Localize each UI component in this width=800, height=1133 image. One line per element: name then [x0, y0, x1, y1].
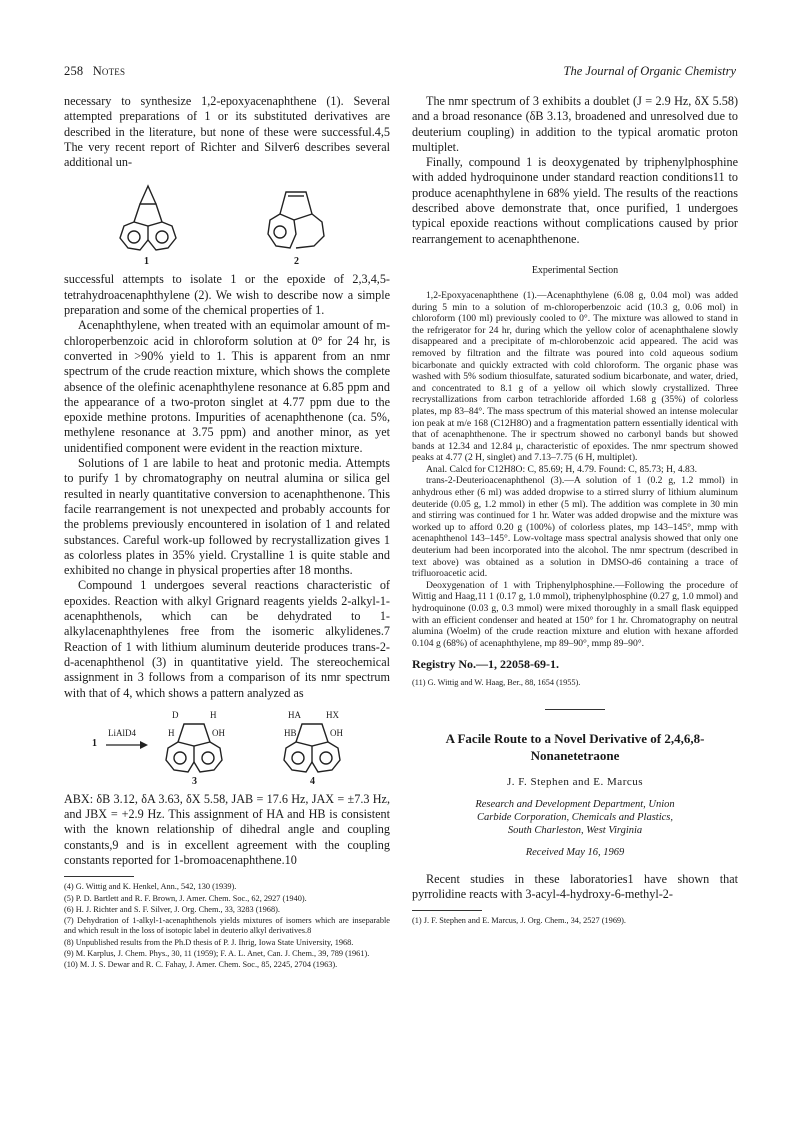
label-4-oh: OH: [330, 727, 343, 738]
compound-label-3: 3: [192, 775, 197, 787]
label-4-hx: HX: [326, 709, 339, 720]
paragraph: Solutions of 1 are labile to heat and protonic media. Attempts to purify 1 by chromatography on neutral alumina or silica gel resulted in nearly quantitative conversion to acenaphthenone. This facile rearrangement is not unexpected and probably accounts for the problems previously encountered in isolation of 1 and related substances. Careful work-up followed by recrystallization gives 1 as colorless plates in 35% yield. Crystalline 1 is quite stable and exhibited no change in physical properties after 18 months.: [64, 456, 390, 578]
footnote: (9) M. Karplus, J. Chem. Phys., 30, 11 (1959); F. A. L. Anet, Can. J. Chem., 39, 789 (1961).: [64, 949, 370, 959]
footnote-rule: [64, 876, 134, 877]
label-3-h-left: H: [168, 727, 175, 738]
paragraph: ABX: δB 3.12, δA 3.63, δX 5.58, JAB = 17.6 Hz, JAX = ±7.3 Hz, and JBX = +2.9 Hz. This assignment of HA and HB is consistent with the known relationship of dihedral angle and coupling constants,9 and is in excellent agreement with the coupling constants reported for 1-bromoacenaphthene.10: [64, 791, 390, 867]
label-4-ha: HA: [288, 709, 301, 720]
scheme-start-compound: 1: [92, 737, 97, 749]
left-column: [64, 94, 390, 972]
structure-label-2: 2: [294, 256, 299, 268]
article-authors: J. F. Stephen and E. Marcus: [506, 775, 644, 788]
reagent-label: LiAlD4: [108, 727, 136, 738]
label-3-h-top: H: [210, 709, 217, 720]
experimental-paragraph: Deoxygenation of 1 with Triphenylphosphine.—Following the procedure of Wittig and Haag,11 1 (0.17 g, 1.0 mmol), triphenylphosphine (0.27 g, 1.0 mmol) and hydroquinone (0.03 g, 0.3 mmol) were mixed thoroughly in a small flask equipped with an efficient condenser and heated at 150° for 1 hr. Chromatography on neutral alumina (Woelm) of the crude reaction mixture and elution with hexane afforded 0.104 g (68%) of acenaphthylene, mp 89–90°, mmp 89–90°.: [412, 579, 738, 649]
paragraph: Finally, compound 1 is deoxygenated by triphenylphosphine with added hydroquinone under standard reaction conditions11 to produce acenaphthylene in 68% yield. The results of the reactions described above demonstrate that, once purified, 1 undergoes typical epoxide reactions without complications caused by prior rearrangement to acenaphthenone.: [412, 155, 738, 246]
footnote: (7) Dehydration of 1-alkyl-1-acenaphthenols yields mixtures of isomers which are inseparable and which result in the loss of isotopic label in deuterio alkyl derivatives.8: [64, 916, 390, 936]
experimental-heading: Experimental Section: [531, 264, 619, 276]
footnote: (6) H. J. Richter and S. F. Silver, J. Org. Chem., 33, 3283 (1968).: [64, 904, 280, 914]
footnote-rule: [412, 910, 482, 911]
footnote: (4) G. Wittig and K. Henkel, Ann., 542, 130 (1939).: [64, 882, 237, 892]
paragraph: Recent studies in these laboratories1 have shown that pyrrolidine reacts with 3-acyl-4-hydroxy-6-methyl-2-: [412, 871, 738, 901]
experimental-paragraph: 1,2-Epoxyacenaphthene (1).—Acenaphthylene (6.08 g, 0.04 mol) was added during 5 min to a solution of m-chloroperbenzoic acid (10.3 g, 0.06 mol) in chloroform (100 ml) previously cooled to 0°. The mixture was allowed to stand in the refrigerator for 24 hr, during which the yellow color of acenaphthalene slowly disappeared and a precipitate of m-chlorobenzoic acid appeared. The acid was removed by filtration and the filtrate was poured into cold aqueous sodium bicarbonate and quickly extracted with cold chloroform. The organic phase was washed with 5% sodium thiosulfate, saturated sodium bicarbonate, and water, dried, and concentrated to 8.1 g of a yellow oil which slowly crystallized. Three recrystallizations from carbon tetrachloride afforded 1.68 g (35%) of colorless plates, mp 83–84°. The mass spectrum of this material showed an intense molecular ion peak at m/e 168 (C12H8O) and a fragmentation pattern essentially identical with that of acenaphthenone. The ir spectrum showed no carbonyl bands but showed bands at 12.34 and 12.84 μ, characteristic of epoxides. The nmr spectrum showed peaks at 4.77 (2 H, singlet) and 7.13–7.75 (6 H, multiplet).: [412, 289, 738, 464]
paragraph: necessary to synthesize 1,2-epoxyacenaphthene (1). Several attempted preparations of 1 or its substituted derivatives are described in the literature, but none of these were successful.4,5 The very recent report of Richter and Silver6 describes several additional un-: [64, 94, 390, 170]
journal-name: The Journal of Organic Chemistry: [563, 64, 736, 78]
footnote: (10) M. J. S. Dewar and R. C. Fahay, J. Amer. Chem. Soc., 85, 2245, 2704 (1963).: [64, 960, 338, 970]
received-date: Received May 16, 1969: [525, 846, 625, 858]
experimental-paragraph: Anal. Calcd for C12H8O: C, 85.69; H, 4.79. Found: C, 85.73; H, 4.83.: [426, 463, 698, 475]
affiliation-line: South Charleston, West Virginia: [507, 824, 643, 836]
structure-label-1: 1: [144, 256, 149, 268]
footnote: (8) Unpublished results from the Ph.D thesis of P. J. Ihrig, Iowa State University, 1968.: [64, 937, 354, 947]
label-3-d: D: [172, 709, 179, 720]
affiliation-line: Carbide Corporation, Chemicals and Plastics,: [476, 811, 673, 823]
paragraph: Compound 1 undergoes several reactions characteristic of epoxides. Reaction with alkyl Grignard reagents yields 2-alkyl-1-acenaphthenols, which can be dehydrated to 1-alkylacenaphthylenes free from the isomeric alkylidenes.7 Reaction of 1 with lithium aluminum deuteride produces trans-2-d-acenaphthenol (3) in quantitative yield. The stereochemical assignment in 3 follows from a comparison of its nmr spectrum with that of 4, which shows a pattern analyzed as: [64, 578, 390, 700]
footnote: (1) J. F. Stephen and E. Marcus, J. Org. Chem., 34, 2527 (1969).: [412, 916, 626, 926]
structures-1-2: [64, 174, 390, 270]
page-number: 258: [64, 64, 84, 78]
registry-number: Registry No.—1, 22058-69-1.: [412, 657, 559, 672]
reaction-arrow: [104, 740, 152, 750]
running-header-left: [64, 64, 125, 79]
compound-label-4: 4: [310, 775, 315, 787]
section-name: Notes: [92, 64, 126, 78]
affiliation: [412, 798, 738, 837]
label-3-oh: OH: [212, 727, 225, 738]
paragraph: The nmr spectrum of 3 exhibits a doublet (J = 2.9 Hz, δX 5.58) and a broad resonance (δB 3.13, broadened and unresolved due to deuterium coupling) in addition to the typical aromatic proton multiplet.: [412, 94, 738, 154]
affiliation-line: Research and Development Department, Union: [475, 798, 675, 810]
paragraph: successful attempts to isolate 1 or the epoxide of 2,3,4,5-tetrahydroacenaphthylene (2). We wish to describe now a simple preparation and some of the chemical properties of 1.: [64, 272, 390, 318]
label-4-hb: HB: [284, 727, 297, 738]
footnotes-left: [64, 882, 390, 970]
structure-3-deuterioacenaphthenol: [156, 708, 234, 782]
reaction-scheme: [64, 704, 390, 788]
structure-1-epoxyacenaphthene: [110, 174, 190, 260]
footnote: (11) G. Wittig and W. Haag, Ber., 88, 1654 (1955).: [412, 678, 581, 688]
structure-2-tetrahydroacenaphthylene: [256, 174, 336, 260]
footnote: (5) P. D. Bartlett and R. F. Brown, J. Amer. Chem. Soc., 62, 2927 (1940).: [64, 893, 307, 903]
article-divider: [545, 709, 605, 710]
right-column: [412, 94, 738, 928]
article-title: A Facile Route to a Novel Derivative of 2,4,6,8-Nonanetetraone: [445, 730, 705, 763]
paragraph: Acenaphthylene, when treated with an equimolar amount of m-chloroperbenzoic acid in chloroform solution at 0° for 24 hr, is converted in >90% yield to 1. This is apparent from an nmr spectrum of the crude reaction mixture, which shows the complete absence of the olefinic acenaphthylene resonance at 6.85 ppm and the appearance of a two-proton singlet at 4.77 ppm due to the epoxide methine protons. Impurities of acenaphthenone (ca. 5%, methylene resonance at 3.75 ppm) and another minor, as yet unidentified component were evident in the reaction mixture.: [64, 318, 390, 455]
structure-4-acenaphthenol: [274, 708, 352, 782]
experimental-paragraph: trans-2-Deuterioacenaphthenol (3).—A solution of 1 (0.2 g, 1.2 mmol) in anhydrous ether (6 ml) was added dropwise to a stirred slurry of lithium aluminum deuteride (0.05 g, 1.2 mmol) in ether (5 ml). The addition was complete in 30 min and stirring was continued for 1 hr. Water was added dropwise and the mixture was worked up to afford 0.20 g (100%) of colorless plates, mp 143–145°, mmp with acenaphthenol 143–145°. Low-voltage mass spectral analysis showed that only one deuterium had been incorporated into the alcohol. The nmr spectrum (described in text above) was obtained as a solution in DMSO-d6 containing a trace of trifluoroacetic acid.: [412, 475, 738, 580]
